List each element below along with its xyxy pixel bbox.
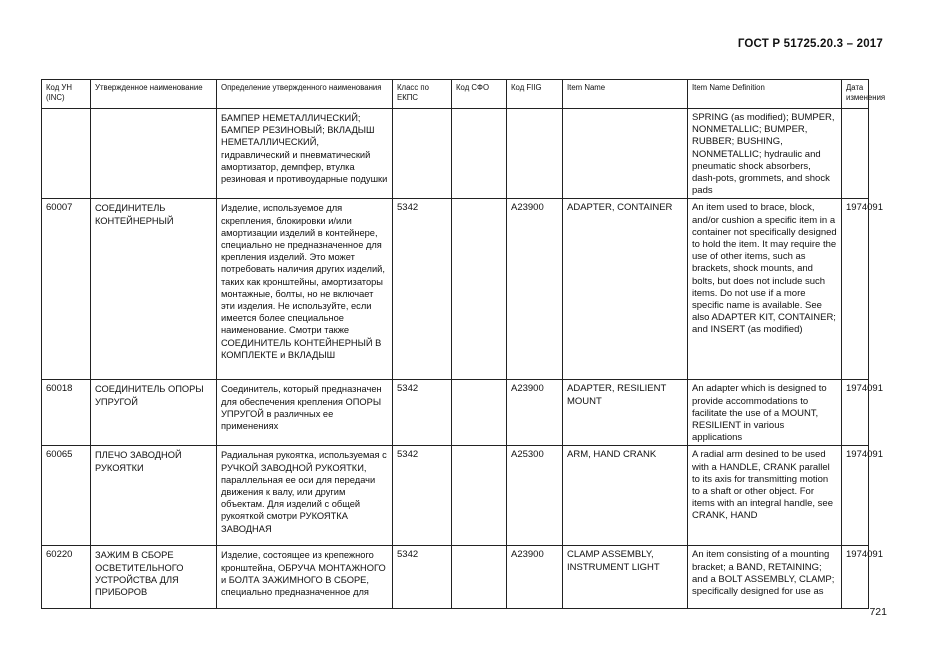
cell-sfo [452,446,507,546]
col-header-fiig: Код FIIG [507,80,563,109]
cell-class: 5342 [393,380,452,446]
table-row [42,446,869,546]
cell-sfo [452,199,507,380]
cell-class [393,109,452,199]
cell-definition: Изделие, используемое для скрепления, блокировки и/или амортизации изделий в контейнере, специально не предназначенное для крепления изделий. Это может потребовать наличия других изделий, таких как кронштейны, амортизаторы монтажные, болты, но не включает эти изделия. Не используйте, если имеется более специальное наименование. Смотри также СОЕДИНИТЕЛЬ КОНТЕЙНЕРНЫЙ В КОМПЛЕКТЕ и ВКЛАДЫШ [217,199,393,380]
cell-date: 1974091 [842,446,869,546]
table-header-row [42,80,869,109]
col-header-name: Утвержденное наименование [91,80,217,109]
cell-code: 60220 [42,546,91,609]
document-standard-header: ГОСТ Р 51725.20.3 – 2017 [737,38,883,50]
table-row [42,109,869,199]
cell-name: ЗАЖИМ В СБОРЕ ОСВЕТИТЕЛЬНОГО УСТРОЙСТВА ДЛЯ ПРИБОРОВ [91,546,217,609]
cell-name: ПЛЕЧО ЗАВОДНОЙ РУКОЯТКИ [91,446,217,546]
cell-definition: Радиальная рукоятка, используемая с РУЧКОЙ ЗАВОДНОЙ РУКОЯТКИ, параллельная ее оси для передачи движения к валу, или другим объектам. Для изделий с общей рукояткой смотри РУКОЯТКА ЗАВОДНАЯ [217,446,393,546]
col-header-item-def: Item Name Definition [688,80,842,109]
cell-code [42,109,91,199]
cell-fiig: A25300 [507,446,563,546]
cell-item-name [563,109,688,199]
cell-fiig [507,109,563,199]
cell-sfo [452,380,507,446]
cell-date: 1974091 [842,546,869,609]
cell-item-name: CLAMP ASSEMBLY, INSTRUMENT LIGHT [563,546,688,609]
table-row [42,199,869,380]
table-row [42,546,869,609]
cell-sfo [452,109,507,199]
col-header-date: Дата изменения [842,80,869,109]
table-row [42,380,869,446]
col-header-item-name: Item Name [563,80,688,109]
cell-code: 60018 [42,380,91,446]
col-header-class: Класс по ЕКПС [393,80,452,109]
cell-item-def: A radial arm desined to be used with a HANDLE, CRANK parallel to its axis for transmitting motion to a shaft or other object. For items with an integral handle, see CRANK, HAND [688,446,842,546]
cell-name [91,109,217,199]
cell-name: СОЕДИНИТЕЛЬ ОПОРЫ УПРУГОЙ [91,380,217,446]
cell-item-def: An item used to brace, block, and/or cushion a specific item in a container not specifically designed to hold the item. It may require the use of other items, such as brackets, shock mounts, and bolts, but does not include such items. Do not use if a more specific name is available. See also ADAPTER KIT, CONTAINER; and INSERT (as modified) [688,199,842,380]
cell-definition: БАМПЕР НЕМЕТАЛЛИЧЕСКИЙ; БАМПЕР РЕЗИНОВЫЙ; ВКЛАДЫШ НЕМЕТАЛЛИЧЕСКИЙ, гидравлический и пневматический амортизатор, демпфер, втулка резиновая и противоударные подушки [217,109,393,199]
cell-item-name: ARM, HAND CRANK [563,446,688,546]
cell-item-def: An adapter which is designed to provide accommodations to facilitate the use of a MOUNT, RESILIENT in various applications [688,380,842,446]
cell-definition-text: Изделие, состоящее из крепежного кронштейна, ОБРУЧА МОНТАЖНОГО и БОЛТА ЗАЖИМНОГО В СБОРЕ, специально предназначенное для [221,550,386,598]
cell-definition [217,546,393,609]
cell-item-def [688,546,842,609]
cell-date [842,109,869,199]
cell-class: 5342 [393,446,452,546]
col-header-sfo: Код СФО [452,80,507,109]
cell-date: 1974091 [842,380,869,446]
cell-date: 1974091 [842,199,869,380]
cell-definition: Соединитель, который предназначен для обеспечения крепления ОПОРЫ УПРУГОЙ в различных ее применениях [217,380,393,446]
cell-item-name: ADAPTER, CONTAINER [563,199,688,380]
catalog-table [41,79,886,609]
cell-code: 60065 [42,446,91,546]
cell-fiig: A23900 [507,199,563,380]
page-number: 721 [869,606,887,618]
cell-item-def: SPRING (as modified); BUMPER, NONMETALLIC; BUMPER, RUBBER; BUSHING, NONMETALLIC; hydraulic and pneumatic shock absorbers, dash-pots, grommets, and shock pads [688,109,842,199]
cell-fiig: A23900 [507,380,563,446]
cell-class: 5342 [393,546,452,609]
cell-item-def-text: An item consisting of a mounting bracket; a BAND, RETAINING; and a BOLT ASSEMBLY, CLAMP; specifically designed for use as [692,549,835,598]
cell-sfo [452,546,507,609]
cell-class: 5342 [393,199,452,380]
cell-item-name: ADAPTER, RESILIENT MOUNT [563,380,688,446]
cell-name: СОЕДИНИТЕЛЬ КОНТЕЙНЕРНЫЙ [91,199,217,380]
cell-code: 60007 [42,199,91,380]
col-header-definition: Определение утвержденного наименования [217,80,393,109]
cell-fiig: A23900 [507,546,563,609]
col-header-code: Код УН (INC) [42,80,91,109]
